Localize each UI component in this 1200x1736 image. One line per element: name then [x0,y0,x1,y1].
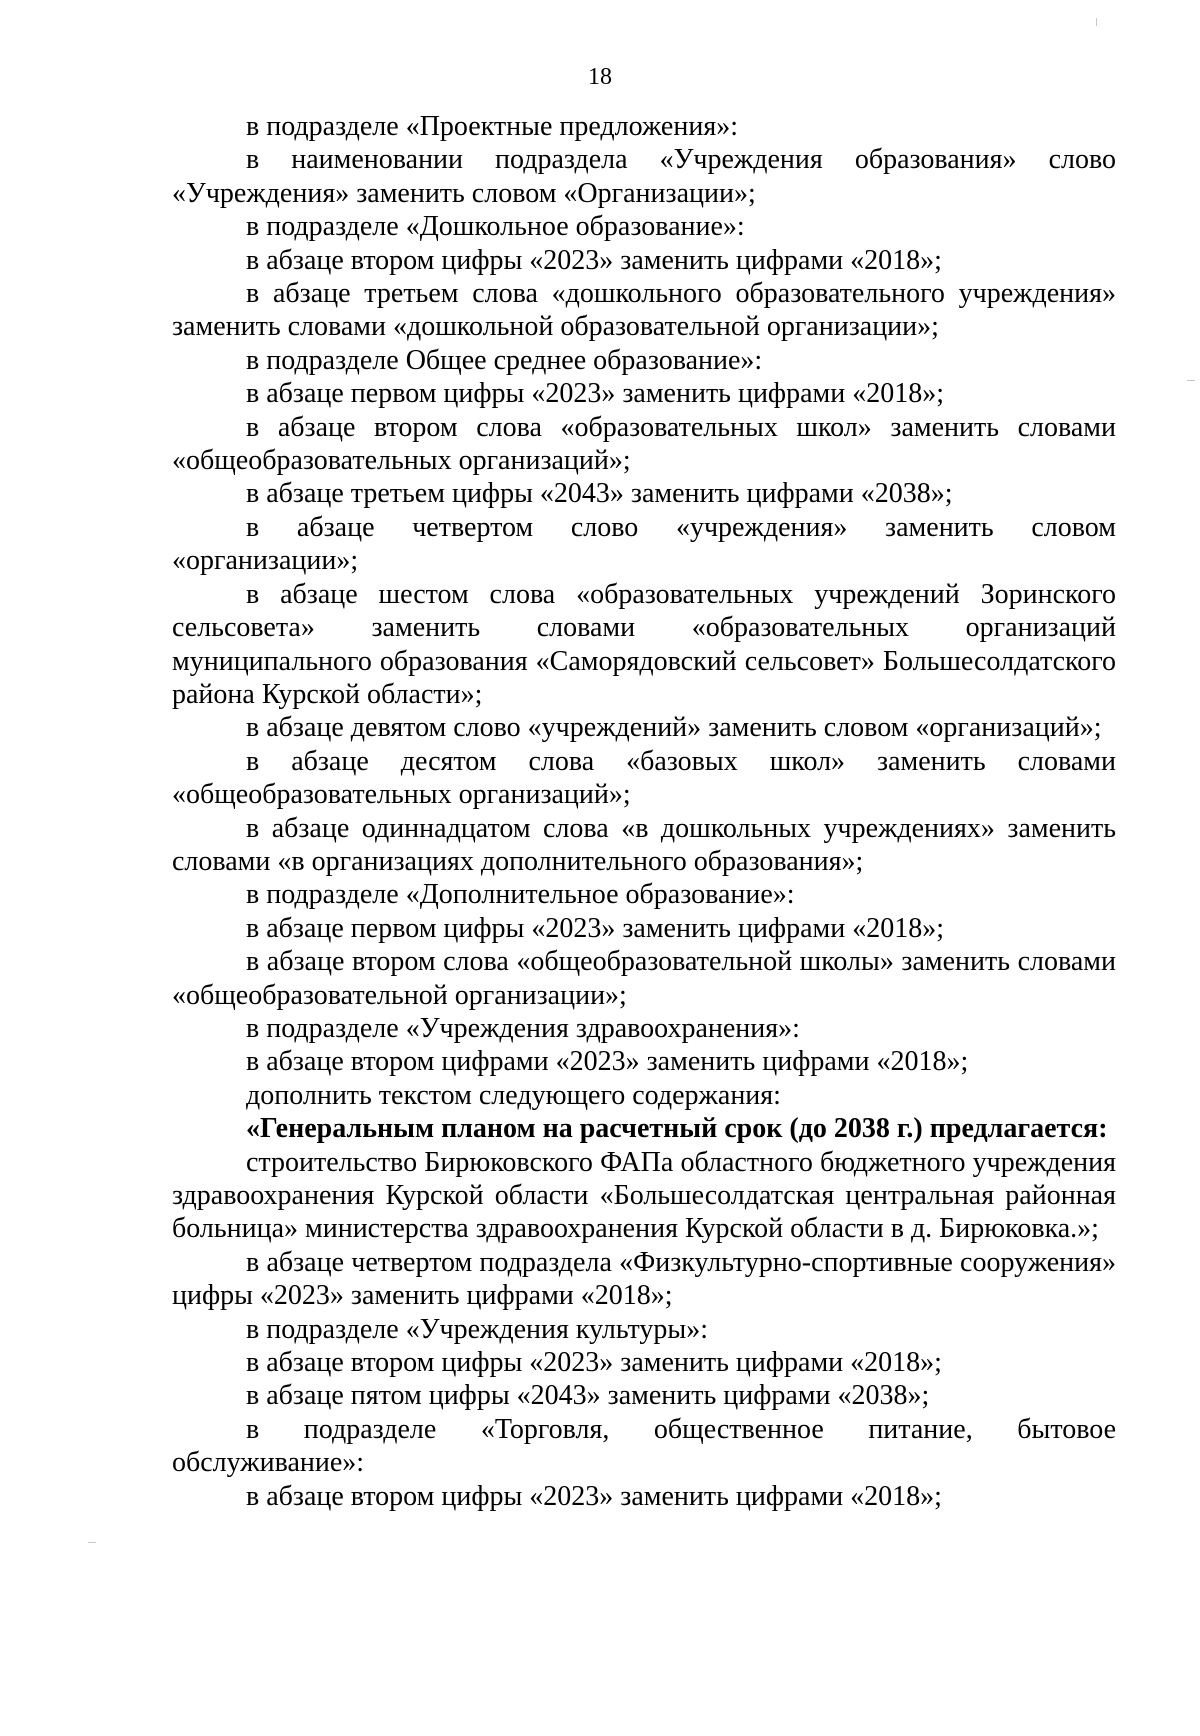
scan-speck [88,1542,96,1543]
paragraph: в подразделе Общее среднее образование»: [246,344,763,376]
paragraph: в абзаце шестом слова «образовательных учреждений Зоринского сельсовета» заменить словами «образовательных организаций муниципального образования «Саморядовский сельсовет» Большесолдатского района Курской области»; [172,578,1116,710]
paragraph: в подразделе «Торговля, общественное питание, бытовое обслуживание»: [172,1413,1116,1479]
paragraph: в подразделе «Учреждения культуры»: [246,1313,709,1345]
paragraph: в абзаце четвертом подраздела «Физкультурно-спортивные сооружения» цифры «2023» заменить цифрами «2018»; [172,1246,1116,1312]
scan-speck [1187,380,1195,381]
paragraph: строительство Бирюковского ФАПа областного бюджетного учреждения здравоохранения Курской области «Большесолдатская центральная районная больница» министерства здравоохранения Курской области в д. Бирюковка.»; [172,1146,1116,1245]
paragraph: в абзаце первом цифры «2023» заменить цифрами «2018»; [246,378,944,410]
paragraph: в абзаце третьем слова «дошкольного образовательного учреждения» заменить словами «дошкольной образовательной организации»; [172,278,1116,343]
paragraph: в абзаце одиннадцатом слова «в дошкольных учреждениях» заменить словами «в организациях дополнительного образования»; [172,812,1116,877]
bold-paragraph: «Генеральным планом на расчетный срок (до 2038 г.) предлагается: [246,1113,1108,1145]
paragraph: в абзаце втором цифры «2023» заменить цифрами «2018»; [246,1480,942,1512]
scan-speck [1096,18,1097,26]
paragraph: в абзаце четвертом слово «учреждения» заменить словом «организации»; [172,511,1116,577]
paragraph: в абзаце втором цифрами «2023» заменить цифрами «2018»; [246,1046,969,1078]
paragraph: в наименовании подраздела «Учреждения образования» слово «Учреждения» заменить словом «Организации»; [172,144,1116,209]
paragraph: в подразделе «Дополнительное образование»: [246,879,795,911]
paragraph: в абзаце втором слова «образовательных школ» заменить словами «общеобразовательных организаций»; [172,411,1116,477]
paragraph: в абзаце третьем цифры «2043» заменить цифрами «2038»; [246,478,953,510]
paragraph: в абзаце втором слова «общеобразовательной школы» заменить словами «общеобразовательной организации»; [172,946,1116,1011]
paragraph: в подразделе «Проектные предложения»: [246,111,738,142]
paragraph: в абзаце втором цифры «2023» заменить цифрами «2018»; [246,1347,942,1379]
paragraph: в абзаце первом цифры «2023» заменить цифрами «2018»; [246,912,944,944]
paragraph: в абзаце пятом цифры «2043» заменить цифрами «2038»; [246,1380,930,1412]
paragraph: в абзаце десятом слова «базовых школ» заменить словами «общеобразовательных организаций»; [172,745,1116,811]
paragraph: в подразделе «Дошкольное образование»: [246,211,745,243]
paragraph: в подразделе «Учреждения здравоохранения»: [246,1012,800,1044]
paragraph: дополнить текстом следующего содержания: [246,1079,781,1111]
paragraph: в абзаце втором цифры «2023» заменить цифрами «2018»; [246,244,942,276]
paragraph: в абзаце девятом слово «учреждений» заменить словом «организаций»; [246,712,1102,744]
page-number: 18 [588,64,612,90]
document-body [172,110,1116,1513]
